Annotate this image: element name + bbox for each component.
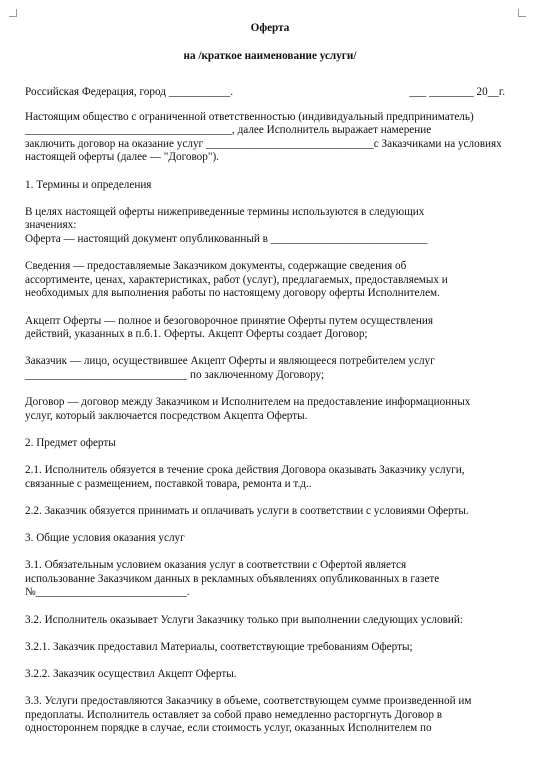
contract-definition-paragraph	[25, 396, 515, 423]
place-date-line	[25, 86, 515, 100]
clause-3-1	[25, 559, 515, 600]
section-heading-subject: 2. Предмет оферты	[25, 436, 116, 449]
clause-3-2-2	[25, 668, 515, 682]
intro-line: _____________________________________, далее Исполнитель выражает намерение	[25, 124, 432, 137]
info-line: Сведения — предоставляемые Заказчиком документы, содержащие сведения об	[25, 260, 407, 273]
clause-line: предоплаты. Исполнитель оставляет за собой право немедленно расторгнуть Договор в	[25, 708, 443, 721]
page-corner-mark-top-left	[9, 9, 17, 17]
terms-line: В целях настоящей оферты нижеприведенные термины используются в следующих	[25, 205, 425, 218]
customer-definition-paragraph	[25, 355, 515, 382]
accept-definition-paragraph	[25, 315, 515, 342]
intro-line: настоящей оферты (далее — "Договор").	[25, 151, 219, 164]
intro-line: Настоящим общество с ограниченной ответственностью (индивидуальный предприниматель)	[25, 110, 474, 123]
customer-line: _____________________________ по заключенному Договору;	[25, 368, 325, 381]
customer-line: Заказчик — лицо, осуществившее Акцепт Оферты и являющееся потребителем услуг	[25, 355, 435, 368]
clause-3-2-1	[25, 641, 515, 655]
clause-line: 3.2.2. Заказчик осуществил Акцепт Оферты.	[25, 667, 237, 680]
clause-line: связанные с размещением, поставкой товара, ремонта и т.д..	[25, 477, 312, 490]
page-corner-mark-top-right	[518, 9, 526, 17]
contract-line: Договор — договор между Заказчиком и Исполнителем на предоставление информационных	[25, 396, 471, 409]
clause-line: 3.3. Услуги предоставляются Заказчику в объеме, соответствующем сумме произведенной им	[25, 695, 472, 708]
clause-line: 3.1. Обязательным условием оказания услуг в соответствии с Офертой является	[25, 559, 407, 572]
clause-line: 2.2. Заказчик обязуется принимать и оплачивать услуги в соответствии с условиями Оферты.	[25, 504, 469, 517]
accept-line: действий, указанных в п.б.1. Оферты. Акцепт Оферты создает Договор;	[25, 328, 368, 341]
document-title: Оферта	[250, 22, 290, 34]
offer-definition-line: Оферта — настоящий документ опубликованный в ____________________________	[25, 232, 428, 245]
clause-line: 3.2.1. Заказчик предоставил Материалы, соответствующие требованиям Оферты;	[25, 640, 413, 653]
info-definition-paragraph	[25, 260, 515, 301]
clause-2-2	[25, 505, 515, 519]
accept-line: Акцепт Оферты — полное и безоговорочное принятие Оферты путем осуществления	[25, 314, 434, 327]
intro-paragraph	[25, 111, 515, 165]
contract-line: услуг, который заключается посредством Акцепта Оферты.	[25, 409, 308, 422]
clause-line: одностороннем порядке в случае, если стоимость услуг, оказанных Исполнителем по	[25, 722, 432, 735]
clause-3-3	[25, 695, 515, 736]
section-heading-conditions: 3. Общие условия оказания услуг	[25, 532, 185, 544]
document-subtitle: на /краткое наименование услуги/	[183, 50, 357, 62]
date-blank: ___ ________ 20__г.	[409, 86, 505, 98]
info-line: ассортименте, ценах, характеристиках, работ (услуг), предлагаемых, предоставляемых и	[25, 273, 448, 286]
terms-intro-paragraph	[25, 206, 515, 247]
clause-2-1	[25, 464, 515, 491]
clause-3-2	[25, 614, 515, 628]
info-line: необходимых для выполнения работы по настоящему договору оферты Исполнителем.	[25, 287, 440, 300]
section-heading-terms: 1. Термины и определения	[25, 178, 152, 191]
document-content	[25, 22, 515, 736]
intro-line: заключить договор на оказание услуг ______________________________с Заказчиками на условиях	[25, 137, 502, 150]
clause-line: 3.2. Исполнитель оказывает Услуги Заказчику только при выполнении следующих условий:	[25, 613, 463, 626]
clause-line: №___________________________.	[25, 586, 190, 599]
terms-line: значениях:	[25, 219, 77, 232]
place-city: Российская Федерация, город ___________.	[25, 86, 234, 98]
clause-line: 2.1. Исполнитель обязуется в течение срока действия Договора оказывать Заказчику услуги,	[25, 464, 465, 477]
clause-line: использование Заказчиком данных в рекламных объявлениях опубликованных в газете	[25, 572, 440, 585]
